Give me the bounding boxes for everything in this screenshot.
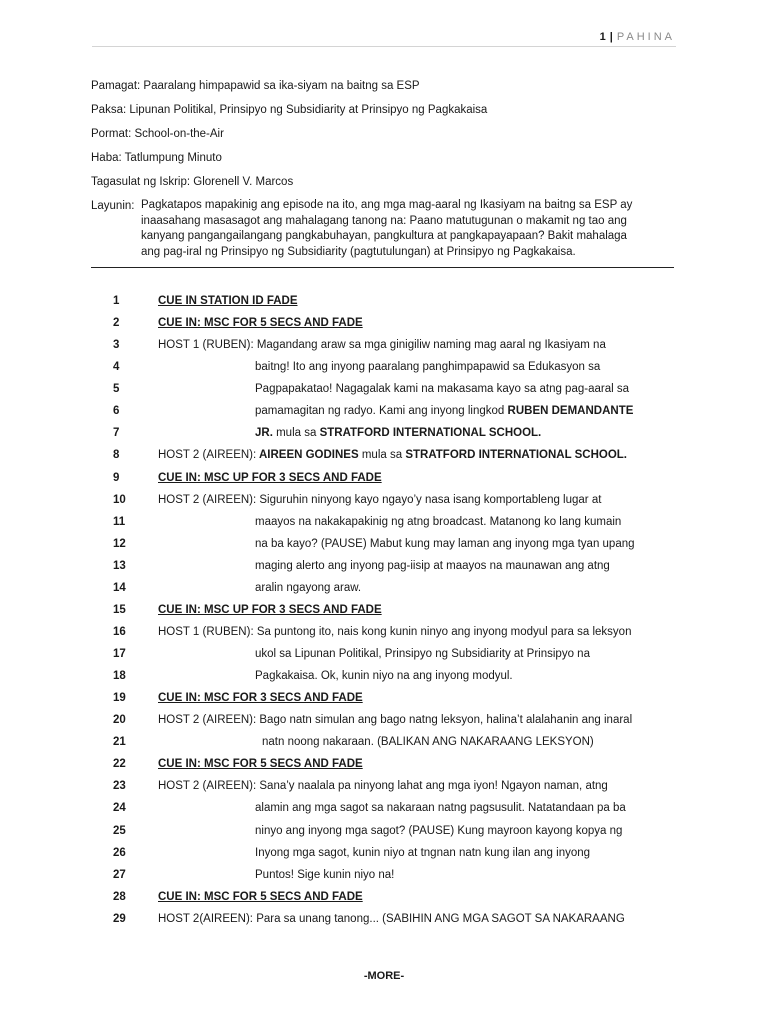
cue-instruction (158, 886, 363, 908)
dialogue-text (255, 864, 394, 886)
script-line (0, 422, 768, 444)
plain-text: pamamagitan ng radyo. Kami ang inyong lingkod (255, 405, 505, 418)
line-number: 9 (113, 471, 120, 484)
cue-instruction (158, 290, 298, 312)
line-number: 22 (113, 758, 126, 771)
script-line (0, 775, 768, 797)
plain-text: HOST 2 (AIREEN): (158, 449, 257, 462)
line-number: 4 (113, 361, 120, 374)
plain-text: ninyo ang inyong mga sagot? (PAUSE) Kung mayroon kayong kopya ng (255, 824, 623, 837)
emphasis-text: AIREEN GODINES (256, 449, 359, 462)
script-line (0, 621, 768, 643)
plain-text: CUE IN: MSC FOR 5 SECS AND FADE (158, 890, 363, 903)
dialogue-text (255, 533, 635, 555)
plain-text: maayos na nakakapakinig ng atng broadcast. Matanong ko lang kumain (255, 515, 622, 528)
dialogue-text (255, 643, 590, 665)
dialogue-text (158, 709, 632, 731)
script-line (0, 555, 768, 577)
dialogue-text (255, 820, 622, 842)
cue-instruction (158, 753, 363, 775)
script-line (0, 842, 768, 864)
line-number: 16 (113, 625, 126, 638)
plain-text: mula sa (272, 427, 317, 440)
page-word: PAHINA (616, 31, 675, 43)
line-number: 8 (113, 449, 120, 462)
plain-text: HOST 2(AIREEN): Para sa unang tanong... (SABIHIN ANG MGA SAGOT SA NAKARAANG (158, 912, 625, 925)
plain-text: CUE IN: MSC UP FOR 3 SECS AND FADE (158, 603, 382, 616)
plain-text: Inyong mga sagot, kunin niyo at tngnan natn kung ilan ang inyong (255, 846, 591, 859)
plain-text: mula sa (358, 449, 403, 462)
layunin-line: kanyang pangangailangang pangkabuhayan, pangkultura at pangkapayapaan? Bakit mahalaga (141, 230, 627, 242)
meta-haba: Haba: Tatlumpung Minuto (91, 152, 222, 164)
plain-text: HOST 1 (RUBEN): Magandang araw sa mga ginigiliw naming mag aaral ng Ikasiyam na (158, 339, 606, 352)
line-number: 26 (113, 846, 126, 859)
script-line (0, 753, 768, 775)
layunin-line: Pagkatapos mapakinig ang episode na ito, ang mga mag-aaral ng Ikasiyam na baitng sa ESP ay (141, 199, 633, 211)
layunin-line: ang pag-iral ng Prinsipyo ng Subsidiarity (pagtutulungan) at Prinsipyo ng Pagkakaisa. (141, 245, 576, 258)
script-line (0, 820, 768, 842)
script-line (0, 511, 768, 533)
plain-text: CUE IN: MSC FOR 5 SECS AND FADE (158, 317, 363, 330)
line-number: 25 (113, 824, 126, 837)
emphasis-text: STRATFORD INTERNATIONAL SCHOOL. (402, 449, 628, 462)
plain-text: baitng! Ito ang inyong paaralang panghimpapawid sa Edukasyon sa (255, 361, 601, 374)
line-number: 3 (113, 339, 120, 352)
emphasis-text: RUBEN DEMANDANTE (504, 405, 634, 418)
script-line (0, 444, 768, 466)
meta-paksa: Paksa: Lipunan Politikal, Prinsipyo ng Subsidiarity at Prinsipyo ng Pagkakaisa (91, 104, 488, 116)
dialogue-text (255, 665, 513, 687)
line-number: 2 (113, 317, 120, 330)
script-line (0, 378, 768, 400)
script-line (0, 489, 768, 511)
script-line (0, 864, 768, 886)
dialogue-text (255, 422, 541, 444)
line-number: 15 (113, 603, 126, 616)
plain-text: maging alerto ang inyong pag-iisip at maayos na maunawan ang atng (255, 559, 610, 572)
line-number: 5 (113, 383, 120, 396)
plain-text: HOST 1 (RUBEN): Sa puntong ito, nais kong kunin ninyo ang inyong modyul para sa leksyon (158, 625, 632, 638)
line-number: 18 (113, 670, 126, 683)
line-number: 14 (113, 581, 126, 594)
script-line (0, 643, 768, 665)
line-number: 21 (113, 736, 126, 749)
script-metadata (91, 78, 676, 260)
header-rule (92, 46, 676, 47)
dialogue-text (255, 378, 629, 400)
script-line (0, 886, 768, 908)
line-number: 28 (113, 890, 126, 903)
script-body (0, 290, 768, 930)
line-number: 19 (113, 692, 126, 705)
script-line (0, 731, 768, 753)
dialogue-text (255, 356, 600, 378)
meta-pamagat: Pamagat: Paaralang himpapawid sa ika-siyam na baitng sa ESP (91, 80, 420, 92)
line-number: 27 (113, 868, 126, 881)
emphasis-text: JR. (255, 427, 273, 440)
section-divider (91, 267, 674, 268)
cue-instruction (158, 599, 382, 621)
emphasis-text: STRATFORD INTERNATIONAL SCHOOL. (316, 427, 542, 440)
layunin-line: inaasahang masasagot ang mahalagang tanong na: Paano matutugunan o makamit ng tao ang (141, 214, 627, 227)
footer-more: -MORE- (363, 970, 405, 982)
page-separator: | (609, 31, 613, 43)
dialogue-text (255, 511, 621, 533)
plain-text: HOST 2 (AIREEN): Siguruhin ninyong kayo ngayo’y nasa isang komportableng lugar at (158, 493, 602, 506)
plain-text: Pagkakaisa. Ok, kunin niyo na ang inyong modyul. (255, 670, 513, 683)
line-number: 24 (113, 802, 126, 815)
plain-text: HOST 2 (AIREEN): Bago natn simulan ang bago natng leksyon, halina’t alalahanin ang inaral (158, 714, 633, 727)
plain-text: HOST 2 (AIREEN): Sana’y naalala pa ninyong lahat ang mga iyon! Ngayon naman, atng (158, 780, 608, 793)
page-header (600, 31, 675, 43)
script-line (0, 908, 768, 930)
plain-text: na ba kayo? (PAUSE) Mabut kung may laman ang inyong mga tyan upang (255, 537, 635, 550)
script-line (0, 577, 768, 599)
line-number: 20 (113, 714, 126, 727)
dialogue-text (158, 334, 606, 356)
plain-text: CUE IN STATION ID FADE (158, 295, 298, 307)
line-number: 6 (113, 405, 120, 418)
line-number: 10 (113, 493, 126, 506)
script-line (0, 797, 768, 819)
plain-text: CUE IN: MSC FOR 5 SECS AND FADE (158, 758, 363, 771)
plain-text: natn noong nakaraan. (BALIKAN ANG NAKARAANG LEKSYON) (262, 736, 594, 749)
script-line (0, 533, 768, 555)
line-number: 13 (113, 559, 126, 572)
layunin-label: Layunin: (91, 200, 135, 212)
plain-text: alamin ang mga sagot sa nakaraan natng pagsusulit. Natatandaan pa ba (255, 802, 626, 815)
plain-text: aralin ngayong araw. (255, 581, 362, 594)
script-line (0, 312, 768, 334)
line-number: 7 (113, 427, 120, 440)
plain-text: ukol sa Lipunan Politikal, Prinsipyo ng Subsidiarity at Prinsipyo na (255, 648, 590, 660)
plain-text: CUE IN: MSC FOR 3 SECS AND FADE (158, 692, 363, 705)
plain-text: Pagpapakatao! Nagagalak kami na makasama kayo sa atng pag-aaral sa (255, 383, 629, 396)
line-number: 1 (113, 295, 120, 307)
meta-layunin (91, 198, 676, 260)
script-line (0, 687, 768, 709)
line-number: 11 (113, 515, 126, 528)
script-line (0, 356, 768, 378)
line-number: 29 (113, 912, 126, 925)
dialogue-text (158, 775, 608, 797)
layunin-text (91, 198, 676, 260)
plain-text: Puntos! Sige kunin niyo na! (255, 868, 395, 881)
dialogue-text (158, 908, 625, 930)
dialogue-text (255, 555, 610, 577)
dialogue-text (255, 400, 633, 422)
script-line (0, 709, 768, 731)
dialogue-text (158, 621, 631, 643)
dialogue-text (158, 444, 627, 466)
plain-text: CUE IN: MSC UP FOR 3 SECS AND FADE (158, 471, 382, 484)
line-number: 12 (113, 537, 126, 550)
script-line (0, 334, 768, 356)
dialogue-text (255, 797, 626, 819)
script-line (0, 665, 768, 687)
script-line (0, 467, 768, 489)
cue-instruction (158, 687, 363, 709)
cue-instruction (158, 312, 363, 334)
meta-pormat: Pormat: School-on-the-Air (91, 128, 224, 140)
dialogue-text (158, 489, 601, 511)
meta-tagasulat: Tagasulat ng Iskrip: Glorenell V. Marcos (91, 176, 294, 188)
dialogue-text (262, 731, 594, 753)
line-number: 23 (113, 780, 126, 793)
dialogue-text (255, 842, 590, 864)
line-number: 17 (113, 648, 126, 660)
dialogue-text (255, 577, 361, 599)
cue-instruction (158, 467, 382, 489)
script-line (0, 290, 768, 312)
script-line (0, 400, 768, 422)
page-number: 1 (599, 31, 606, 43)
script-line (0, 599, 768, 621)
